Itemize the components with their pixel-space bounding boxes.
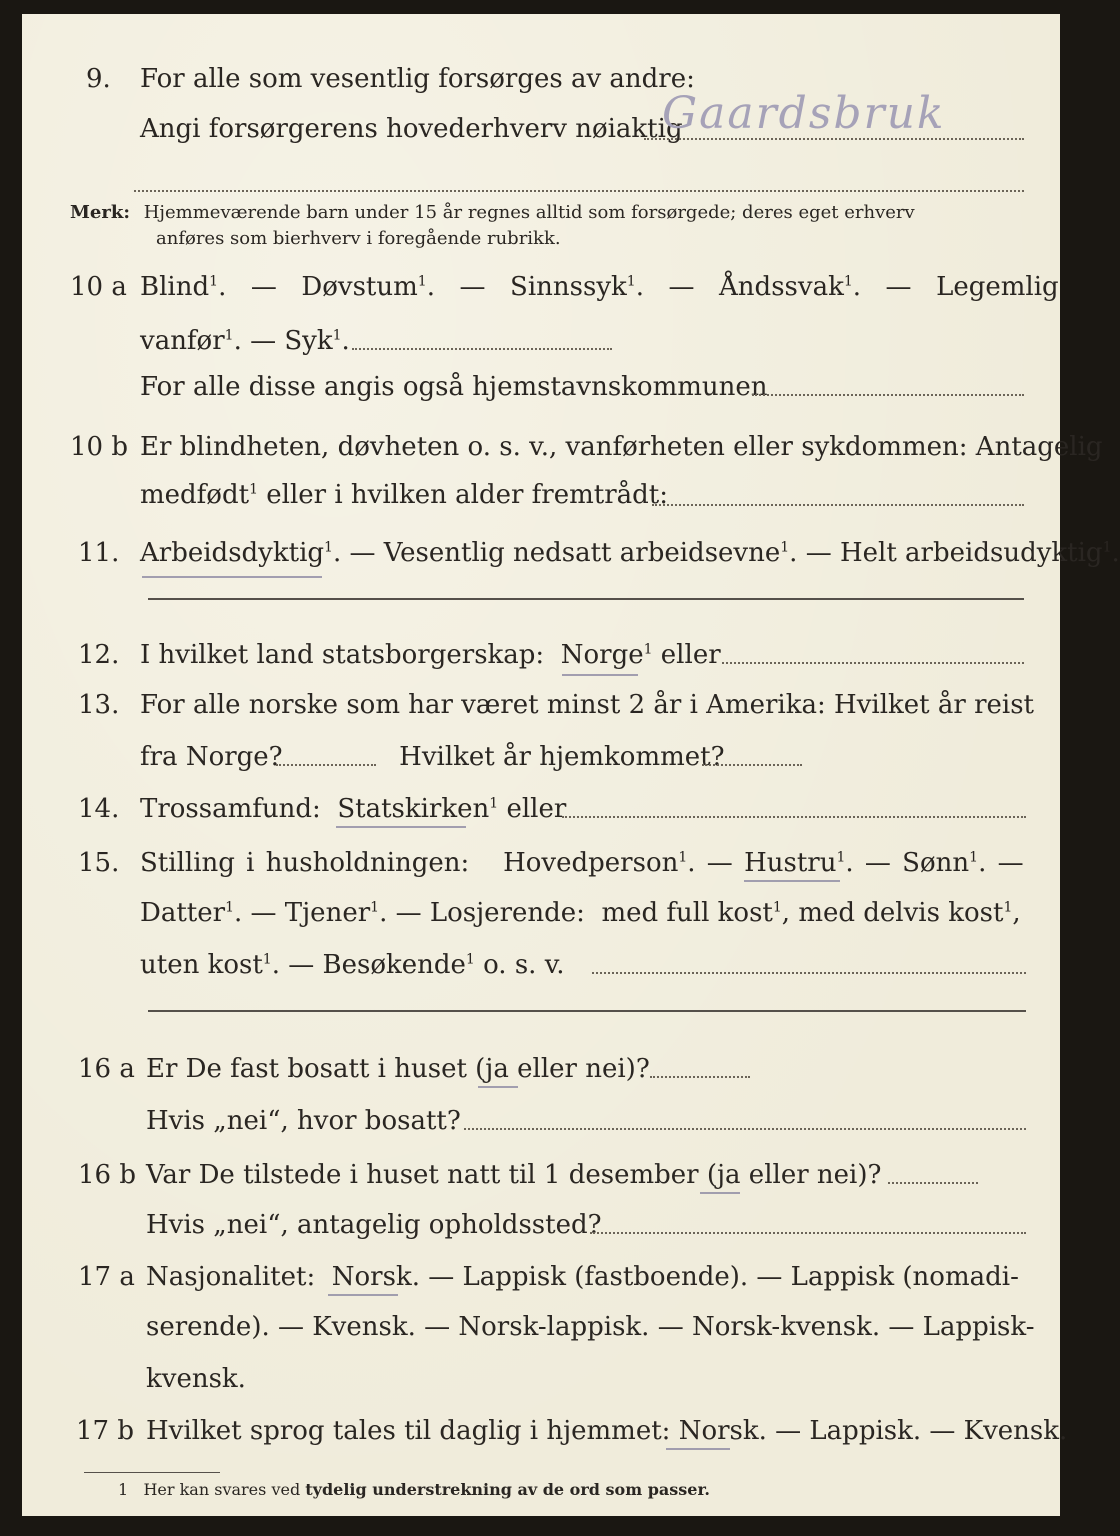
q11-opt3[interactable]: Helt arbeidsudyktig (839, 538, 1103, 568)
q10b-number: 10 b (70, 432, 128, 462)
q13-year-left-blank[interactable] (276, 764, 376, 766)
q17b-number: 17 b (76, 1416, 134, 1446)
footnote-rule (84, 1472, 220, 1473)
q17b-line[interactable]: Hvilket sprog tales til daglig i hjemmet: Norsk. — Lappisk. — Kvensk. (146, 1416, 1068, 1446)
q15-losjerende: Losjerende: (429, 898, 585, 928)
q15-underline-mark (744, 880, 840, 882)
q10a-opt-dovstum[interactable]: Døvstum (301, 272, 418, 302)
q15-opt-tjener[interactable]: Tjener (284, 898, 371, 928)
q12-text: I hvilket land statsborgerskap: (140, 640, 545, 670)
q10b-opt-medfodt[interactable]: medfødt (140, 480, 250, 510)
q15-text: Stilling i husholdningen: (140, 848, 470, 878)
q10a-opt-syk[interactable]: Syk (284, 326, 333, 356)
q10a-line3: For alle disse angis også hjemstavnskommunen (140, 372, 768, 402)
q15-opt-uten[interactable]: uten kost (140, 950, 263, 980)
merk-note-line2: anføres som bierhverv i foregående rubrikk. (156, 228, 561, 249)
q16a-where-blank[interactable] (464, 1128, 1026, 1130)
q16b-line1: Var De tilstede i huset natt til 1 desember (ja eller nei)? (146, 1160, 882, 1190)
q15-number: 15. (78, 848, 120, 878)
q17a-underline-mark (328, 1294, 398, 1296)
q14-blank[interactable] (562, 816, 1026, 818)
q13-line2b: Hvilket år hjemkommet? (399, 742, 725, 772)
q12-blank[interactable] (722, 662, 1024, 664)
q13-line1: For alle norske som har været minst 2 år i Amerika: Hvilket år reist (140, 690, 1034, 720)
q10a-opt-blind[interactable]: Blind (140, 272, 210, 302)
q12-eller: eller (660, 640, 721, 670)
q13-line2a: fra Norge? (140, 742, 283, 772)
q9-handwritten-answer: Gaardsbruk (662, 88, 946, 139)
q15-opt-besok[interactable]: Besøkende (322, 950, 466, 980)
q10a-line1: Blind$^1$. — Døvstum$^1$. — Sinnssyk$^1$. — Åndssvak$^1$. — Legemlig (140, 272, 1059, 302)
q16b-blank[interactable] (888, 1182, 978, 1184)
q16a-line2: Hvis „nei“, hvor bosatt? (146, 1106, 461, 1136)
q10a-number: 10 a (70, 272, 127, 302)
q16a-line1: Er De fast bosatt i huset (ja eller nei)? (146, 1054, 650, 1084)
merk-label: Merk: (70, 202, 130, 223)
q11-answer-line[interactable] (148, 598, 1024, 600)
footnote-text-bold: tydelig understrekning av de ord som passer. (305, 1480, 710, 1499)
q16a-underline-mark (478, 1086, 518, 1088)
q10a-line2-blank[interactable] (352, 348, 612, 350)
footnote (118, 1480, 710, 1499)
q9-line2 (140, 114, 683, 144)
q9-second-line[interactable] (134, 190, 1024, 192)
q11-number: 11. (78, 538, 120, 568)
q14-opt-statskirken[interactable]: Statskirken (337, 794, 490, 824)
q17a-line2[interactable]: serende). — Kvensk. — Norsk-lappisk. — Norsk-kvensk. — Lappisk- (146, 1312, 1035, 1342)
q10a-opt-vanfor[interactable]: vanfør (140, 326, 225, 356)
q10a-opt-andssvak[interactable]: Åndssvak (719, 272, 844, 302)
q16b-underline-mark (700, 1192, 740, 1194)
footnote-text-plain: Her kan svares ved (143, 1480, 301, 1499)
census-form-page (22, 14, 1120, 1516)
q11-line: Arbeidsdyktig$^1$. — Vesentlig nedsatt arbeidsevne$^1$. — Helt arbeidsudyktig$^1$. (140, 538, 1120, 568)
q15-blank[interactable] (592, 972, 1026, 974)
q10b-blank[interactable] (652, 504, 1024, 506)
q12-line: I hvilket land statsborgerskap: Norge$^1$ eller (140, 640, 721, 670)
q16b-where-blank[interactable] (590, 1232, 1026, 1234)
q17a-line3[interactable]: kvensk. (146, 1364, 246, 1394)
q15-opt-full[interactable]: med full kost (601, 898, 773, 928)
q17a-options-1[interactable]: Norsk. — Lappisk (fastboende). — Lappisk (nomadi- (331, 1262, 1019, 1292)
q10a-line3-blank[interactable] (752, 394, 1024, 396)
q14-eller: eller (506, 794, 567, 824)
merk-note-line1 (70, 200, 915, 226)
q16a-number: 16 a (78, 1054, 135, 1084)
q14-text: Trossamfund: (140, 794, 321, 824)
q17a-number: 17 a (78, 1262, 135, 1292)
q15-line1: Stilling i husholdningen: Hovedperson$^1$. — Hustru$^1$. — Sønn$^1$. — (140, 848, 1024, 878)
q15-answer-line[interactable] (148, 1010, 1026, 1012)
q10b-line2b: eller i hvilken alder fremtrådt: (266, 480, 669, 510)
q12-opt-norge[interactable]: Norge (560, 640, 644, 670)
q9-line2-text: Angi forsørgerens hovederhverv nøiaktig (140, 114, 683, 144)
q13-line2 (140, 742, 725, 772)
q10b-line1: Er blindheten, døvheten o. s. v., vanførheten eller sykdommen: Antagelig (140, 432, 1103, 462)
q15-opt-sonn[interactable]: Sønn (902, 848, 970, 878)
q15-opt-hoved[interactable]: Hovedperson (503, 848, 679, 878)
q10a-opt-legemlig[interactable]: Legemlig (936, 272, 1059, 302)
q10b-line2: medfødt$^1$ eller i hvilken alder fremtrådt: (140, 480, 669, 510)
q15-opt-hustru[interactable]: Hustru (744, 848, 837, 878)
q15-line2: Datter$^1$. — Tjener$^1$. — Losjerende: med full kost$^1$, med delvis kost$^1$, (140, 898, 1021, 928)
q17a-line1 (146, 1262, 1019, 1292)
q15-line3: uten kost$^1$. — Besøkende$^1$ o. s. v. (140, 950, 565, 980)
merk-text-1: Hjemmeværende barn under 15 år regnes alltid som forsørgede; deres eget erhverv (143, 202, 915, 223)
q11-underline-mark (142, 576, 322, 578)
q16b-number: 16 b (78, 1160, 136, 1190)
footnote-mark: 1 (118, 1480, 129, 1499)
q17a-label: Nasjonalitet: (146, 1262, 316, 1292)
q11-opt1[interactable]: Arbeidsdyktig (140, 538, 325, 568)
q12-underline-mark (562, 674, 638, 676)
q17b-underline-mark (666, 1448, 730, 1450)
q16b-line2: Hvis „nei“, antagelig opholdssted? (146, 1210, 602, 1240)
q12-number: 12. (78, 640, 120, 670)
q9-line1: For alle som vesentlig forsørges av andre: (140, 64, 695, 94)
q10a-opt-sinnssyk[interactable]: Sinnssyk (510, 272, 627, 302)
q9-number: 9. (86, 64, 111, 94)
q14-number: 14. (78, 794, 120, 824)
q16a-blank[interactable] (650, 1076, 750, 1078)
q15-opt-delvis[interactable]: med delvis kost (798, 898, 1004, 928)
q14-line: Trossamfund: Statskirken$^1$ eller (140, 794, 567, 824)
q10a-line2: vanfør$^1$. — Syk$^1$. (140, 326, 350, 356)
q11-opt2[interactable]: Vesentlig nedsatt arbeidsevne (383, 538, 781, 568)
q14-underline-mark (336, 826, 466, 828)
q15-osv: o. s. v. (483, 950, 565, 980)
q13-year-returned-blank[interactable] (702, 764, 802, 766)
q13-number: 13. (78, 690, 120, 720)
q15-opt-datter[interactable]: Datter (140, 898, 226, 928)
